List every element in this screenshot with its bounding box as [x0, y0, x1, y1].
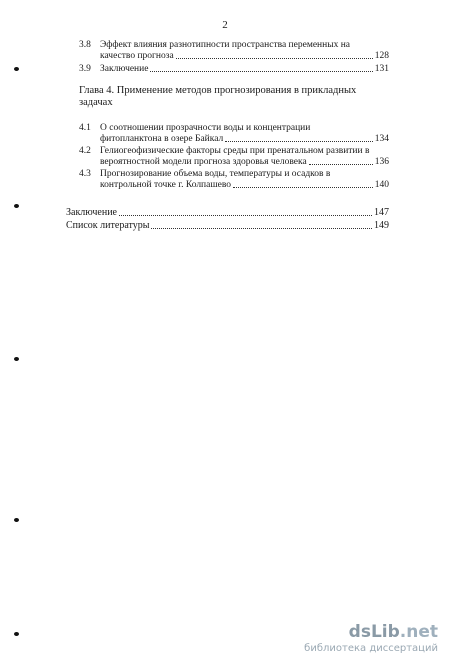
scan-mark [14, 67, 19, 71]
toc-entry-page: 134 [374, 134, 389, 144]
toc-entry-page: 136 [374, 157, 389, 167]
toc-references [66, 220, 389, 232]
scan-mark [14, 204, 19, 208]
toc-conclusion [66, 207, 389, 219]
toc-entry-title: Гелиогеофизические факторы среды при пренатальном развитии в [100, 146, 370, 156]
scan-mark [14, 357, 19, 361]
toc-entry-page: 140 [374, 180, 389, 190]
leader-dots [309, 163, 373, 165]
toc-entry-page: 131 [374, 64, 389, 74]
leader-dots [176, 57, 373, 59]
toc-entry-number: 4.2 [79, 146, 91, 156]
toc-entry-number: 3.8 [79, 40, 91, 50]
toc-entry-number: 3.9 [79, 64, 91, 74]
leader-dots [119, 214, 372, 216]
toc-entry-3-9 [79, 64, 389, 76]
leader-dots [151, 227, 372, 229]
toc-entry-title-cont: качество прогноза [100, 51, 174, 61]
toc-entry-number: 4.1 [79, 123, 91, 133]
watermark-subtitle: библиотека диссертаций [304, 643, 438, 654]
toc-entry-page: 149 [374, 220, 389, 231]
toc-entry-title: О соотношении прозрачности воды и концентрации [100, 123, 311, 133]
chapter-label: Глава 4 [79, 85, 112, 96]
toc-entry-4-3 [79, 169, 389, 193]
scan-mark [14, 632, 19, 636]
toc-entry-title-cont: фитопланктона в озере Байкал [100, 134, 224, 144]
toc-entry-title: Список литературы [66, 220, 150, 231]
toc-entry-title: Заключение [66, 207, 117, 218]
toc-entry-number: 4.3 [79, 169, 91, 179]
toc-entry-4-1 [79, 123, 389, 147]
toc-entry-title: Эффект влияния разнотипности пространства переменных на [100, 40, 351, 50]
page-number: 2 [222, 19, 228, 31]
toc-entry-page: 128 [374, 51, 389, 61]
watermark-logo [304, 622, 438, 642]
toc-entry-3-8 [79, 40, 389, 64]
chapter-title: . Применение методов прогнозирования в прикладных [111, 85, 357, 96]
watermark-logo-tld: .net [399, 622, 438, 642]
toc-entry-title-cont: контрольной точке г. Колпашево [100, 180, 232, 190]
leader-dots [150, 70, 372, 72]
toc-entry-4-2 [79, 146, 389, 170]
leader-dots [233, 186, 373, 188]
toc-entry-title: Прогнозирование объема воды, температуры и осадков в [100, 169, 331, 179]
toc-entry-title: Заключение [100, 64, 149, 74]
toc-entry-page: 147 [374, 207, 389, 218]
chapter-heading [79, 85, 379, 109]
leader-dots [225, 140, 372, 142]
toc-entry-title-cont: вероятностной модели прогноза здоровья человека [100, 157, 307, 167]
scan-mark [14, 518, 19, 522]
watermark [304, 622, 438, 654]
watermark-logo-main: dsLib [348, 622, 400, 642]
chapter-title-cont: задачах [79, 97, 113, 108]
